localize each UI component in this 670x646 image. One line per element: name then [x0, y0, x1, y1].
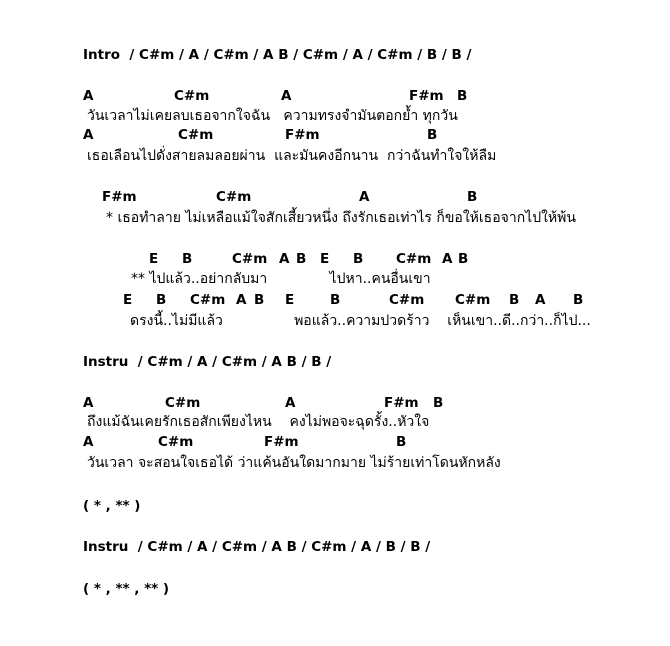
- chord: E: [149, 251, 159, 267]
- chord: A: [442, 251, 453, 267]
- chord-line: [0, 292, 670, 310]
- chord-line: [0, 127, 670, 145]
- chord: B: [156, 292, 167, 308]
- chord: B: [427, 127, 438, 143]
- chord-line: [0, 434, 670, 452]
- chord: F#m: [384, 395, 419, 411]
- chord: C#m: [216, 189, 252, 205]
- chord: A: [236, 292, 247, 308]
- lyric-line: ถึงแม้ฉันเคยรักเธอสักเพียงไหน คงไม่พอจะฉุดรั้ง..หัวใจ: [87, 414, 430, 430]
- chord: B: [433, 395, 444, 411]
- chord: C#m: [232, 251, 268, 267]
- chord: B: [296, 251, 307, 267]
- repeat-line: ( * , ** , ** ): [83, 581, 170, 597]
- chord: A: [83, 434, 94, 450]
- chord: A: [279, 251, 290, 267]
- chord: B: [457, 88, 468, 104]
- chord: A: [281, 88, 292, 104]
- chord: B: [573, 292, 584, 308]
- chord: B: [396, 434, 407, 450]
- chord: B: [330, 292, 341, 308]
- chord: F#m: [264, 434, 299, 450]
- chord: B: [182, 251, 193, 267]
- chord: A: [285, 395, 296, 411]
- lyric-line: วันเวลา จะสอนใจเธอได้ ว่าแค้นอันใดมากมาย ไม่ร้ายเท่าโดนหักหลัง: [87, 455, 501, 471]
- chord: C#m: [455, 292, 491, 308]
- chord: F#m: [409, 88, 444, 104]
- lyric-line: * เธอทำลาย ไม่เหลือแม้ใจสักเสี้ยวหนึ่ง ถึงรักเธอเท่าไร ก็ขอให้เธอจากไปให้พ้น: [106, 210, 576, 226]
- intro-line: Intro / C#m / A / C#m / A B / C#m / A / C#m / B / B /: [83, 47, 472, 63]
- chord: C#m: [174, 88, 210, 104]
- chord: A: [83, 127, 94, 143]
- chord: B: [458, 251, 469, 267]
- chord: C#m: [396, 251, 432, 267]
- chord: E: [123, 292, 133, 308]
- chord: F#m: [102, 189, 137, 205]
- chord: C#m: [190, 292, 226, 308]
- chord-line: [0, 251, 670, 269]
- lyric-line: เธอเลือนไปดั่งสายลมลอยผ่าน และมันคงอีกนาน กว่าฉันทำใจให้ลืม: [87, 148, 497, 164]
- instru-line: Instru / C#m / A / C#m / A B / C#m / A / B / B /: [83, 539, 431, 555]
- chord: C#m: [158, 434, 194, 450]
- chord: E: [320, 251, 330, 267]
- chord: E: [285, 292, 295, 308]
- chord: A: [535, 292, 546, 308]
- repeat-line: ( * , ** ): [83, 498, 141, 514]
- chord: C#m: [165, 395, 201, 411]
- chord: A: [83, 395, 94, 411]
- chord: C#m: [178, 127, 214, 143]
- chord: B: [467, 189, 478, 205]
- chord: B: [353, 251, 364, 267]
- lyric-line: ** ไปแล้ว..อย่ากลับมา ไปหา..คนอื่นเขา: [131, 271, 431, 287]
- chord: A: [83, 88, 94, 104]
- lyric-line: ดรงนี้..ไม่มีแล้ว พอแล้ว..ความปวดร้าว เห็นเขา..ดี..กว่า..ก็ไป...: [130, 313, 591, 329]
- chord-line: [0, 88, 670, 106]
- chord: C#m: [389, 292, 425, 308]
- chord: A: [359, 189, 370, 205]
- chord-line: [0, 395, 670, 413]
- chord-line: [0, 189, 670, 207]
- chord: B: [254, 292, 265, 308]
- instru-line: Instru / C#m / A / C#m / A B / B /: [83, 354, 332, 370]
- chord: F#m: [285, 127, 320, 143]
- chord: B: [509, 292, 520, 308]
- lyric-line: วันเวลาไม่เคยลบเธอจากใจฉัน ความทรงจำมันตอกย้ำ ทุกวัน: [87, 108, 458, 124]
